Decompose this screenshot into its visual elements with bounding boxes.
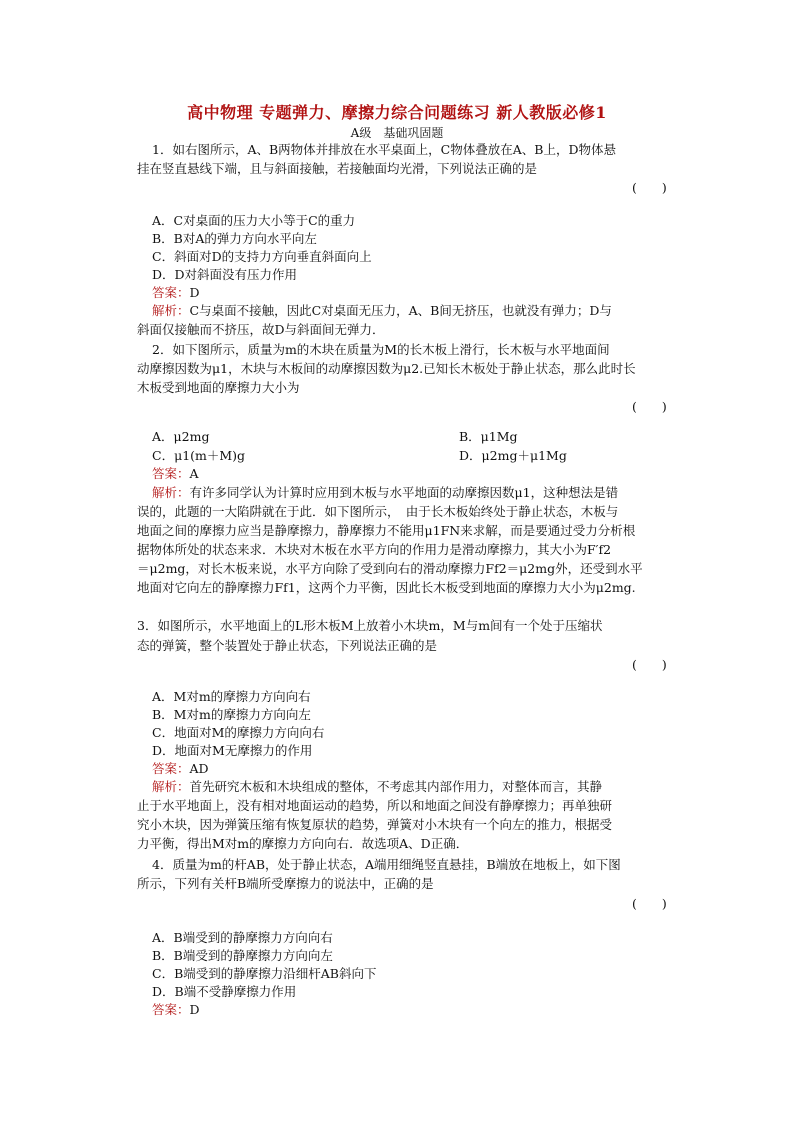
q1-explanation-text-1: C与桌面不接触，因此C对桌面无压力，A、B间无挤压，也就没有弹力；D与 bbox=[189, 303, 612, 318]
q3-option-d: D．地面对M无摩擦力的作用 bbox=[152, 743, 313, 758]
q2-explanation-label: 解析： bbox=[152, 485, 190, 500]
q4-option-c: C．B端受到的静摩擦力沿细杆AB斜向下 bbox=[152, 966, 377, 981]
q3-option-a: A．M对m的摩擦力方向向右 bbox=[152, 689, 311, 704]
q4-answer-label: 答案： bbox=[152, 1002, 190, 1017]
q3-answer-value: AD bbox=[189, 761, 209, 776]
q1-stem-line-1: 1．如右图所示，A、B两物体并排放在水平桌面上，C物体叠放在A、B上，D物体悬 bbox=[152, 142, 616, 157]
q4-stem-line-1: 4．质量为m的杆AB，处于静止状态，A端用细绳竖直悬挂，B端放在地板上，如下图 bbox=[152, 857, 621, 872]
q3-explanation-line-3: 究小木块，因为弹簧压缩有恢复原状的趋势，弹簧对小木块有一个向左的推力，根据受 bbox=[137, 817, 613, 832]
q2-explanation-text-1: 有许多同学认为计算时应用到木板与水平地面的动摩擦因数μ1，这种想法是错 bbox=[189, 485, 619, 500]
q2-option-c: C．μ1(m＋M)g bbox=[152, 448, 246, 463]
q1-stem-line-2: 挂在竖直悬线下端，且与斜面接触，若接触面均光滑，下列说法正确的是 bbox=[137, 161, 538, 176]
q3-answer bbox=[152, 760, 209, 778]
q3-explanation-line-2: 止于水平地面上，没有相对地面运动的趋势，所以和地面之间没有静摩擦力；再单独研 bbox=[137, 798, 613, 813]
q1-answer-label: 答案： bbox=[152, 285, 190, 300]
q4-stem-line-2: 所示，下列有关杆B端所受摩擦力的说法中，正确的是 bbox=[137, 876, 434, 891]
q2-stem-line-3: 木板受到地面的摩擦力大小为 bbox=[137, 380, 300, 395]
q3-explanation-line-4: 力平衡，得出M对m的摩擦力方向向右．故选项A、D正确． bbox=[137, 836, 469, 851]
q2-explanation-line-2: 误的，此题的一大陷阱就在于此．如下图所示， 由于长木板始终处于静止状态，木板与 bbox=[137, 504, 619, 519]
q2-explanation-line-6: 地面对它向左的静摩擦力Ff1，这两个力平衡，因此长木板受到地面的摩擦力大小为μ2mg. bbox=[137, 580, 636, 595]
q3-stem-line-2: 态的弹簧，整个装置处于静止状态，下列说法正确的是 bbox=[137, 638, 438, 653]
q4-answer bbox=[152, 1001, 200, 1019]
q1-answer-blank: ( ) bbox=[632, 180, 667, 195]
q1-answer bbox=[152, 284, 200, 302]
q2-option-b: B．μ1Mg bbox=[459, 429, 518, 444]
q1-option-c: C．斜面对D的支持力方向垂直斜面向上 bbox=[152, 249, 372, 264]
q4-option-b: B．B端受到的静摩擦力方向向左 bbox=[152, 948, 333, 963]
page-title: 高中物理 专题弹力、摩擦力综合问题练习 新人教版必修1 bbox=[187, 103, 607, 122]
q4-option-a: A．B端受到的静摩擦力方向向右 bbox=[152, 930, 333, 945]
q3-explanation-text-1: 首先研究木板和木块组成的整体，不考虑其内部作用力，对整体而言，其静 bbox=[189, 779, 603, 794]
q2-stem-line-1: 2．如下图所示，质量为m的木块在质量为M的长木板上滑行，长木板与水平地面间 bbox=[152, 342, 610, 357]
q2-answer-label: 答案： bbox=[152, 466, 190, 481]
q2-answer bbox=[152, 465, 199, 483]
q3-stem-line-1: 3．如图所示，水平地面上的L形木板M上放着小木块m，M与m间有一个处于压缩状 bbox=[137, 618, 603, 633]
q4-answer-value: D bbox=[189, 1002, 200, 1017]
q1-option-d: D．D对斜面没有压力作用 bbox=[152, 267, 298, 282]
q4-answer-blank: ( ) bbox=[632, 896, 667, 911]
q2-answer-blank: ( ) bbox=[632, 399, 667, 414]
q1-option-a: A．C对桌面的压力大小等于C的重力 bbox=[152, 213, 356, 228]
q1-explanation-line-1 bbox=[152, 302, 612, 320]
q1-explanation-label: 解析： bbox=[152, 303, 190, 318]
q4-option-d: D．B端不受静摩擦力作用 bbox=[152, 984, 297, 999]
q2-explanation-line-1 bbox=[152, 484, 618, 502]
q2-answer-value: A bbox=[189, 466, 199, 481]
q3-explanation-line-1 bbox=[152, 778, 602, 796]
q1-answer-value: D bbox=[189, 285, 200, 300]
q2-stem-line-2: 动摩擦因数为μ1，木块与木板间的动摩擦因数为μ2.已知长木板处于静止状态，那么此时长 bbox=[137, 361, 636, 376]
section-level: A级 基础巩固题 bbox=[350, 126, 444, 140]
q2-option-a: A．μ2mg bbox=[152, 429, 210, 444]
q2-option-d: D．μ2mg＋μ1Mg bbox=[459, 448, 567, 463]
q2-explanation-line-3: 地面之间的摩擦力应当是静摩擦力，静摩擦力不能用μ1FN来求解，而是要通过受力分析根 bbox=[137, 523, 636, 538]
q1-explanation-line-2: 斜面仅接触而不挤压，故D与斜面间无弹力． bbox=[137, 322, 385, 337]
q3-option-b: B．M对m的摩擦力方向向左 bbox=[152, 707, 311, 722]
q2-explanation-line-4: 据物体所处的状态来求．木块对木板在水平方向的作用力是滑动摩擦力，其大小为F′f2 bbox=[137, 542, 612, 557]
q3-answer-label: 答案： bbox=[152, 761, 190, 776]
q3-explanation-label: 解析： bbox=[152, 779, 190, 794]
q3-answer-blank: ( ) bbox=[632, 657, 667, 672]
q3-option-c: C．地面对M的摩擦力方向向右 bbox=[152, 725, 325, 740]
q2-explanation-line-5: ＝μ2mg，对长木板来说，水平方向除了受到向右的滑动摩擦力Ff2＝μ2mg外，还受到水平 bbox=[137, 561, 643, 576]
q1-option-b: B．B对A的弹力方向水平向左 bbox=[152, 231, 317, 246]
